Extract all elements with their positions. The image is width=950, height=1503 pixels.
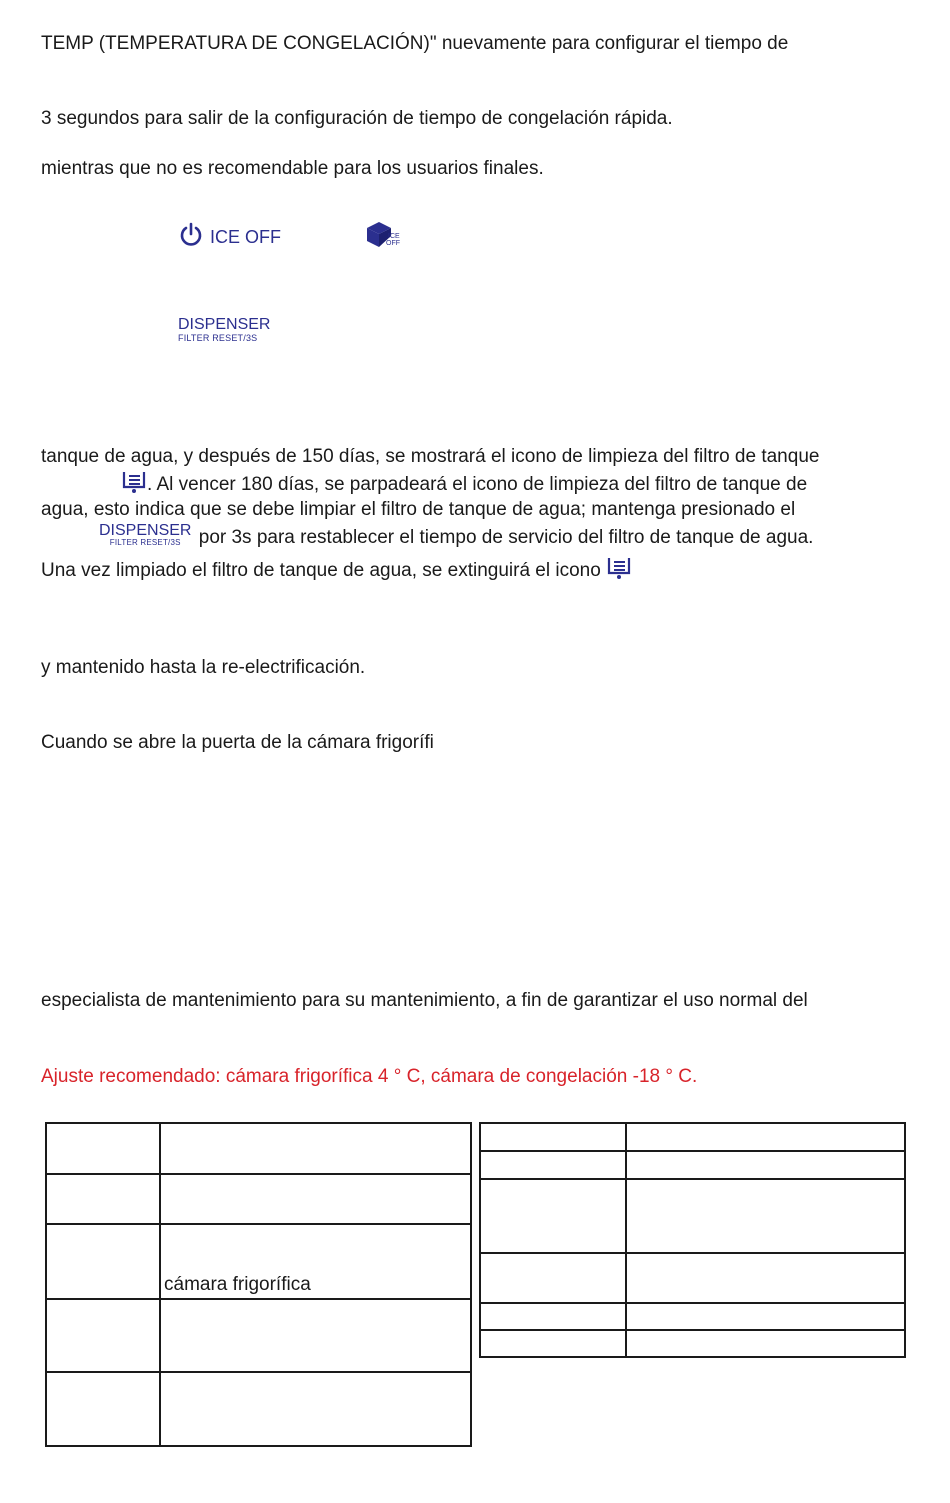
table-cell xyxy=(480,1303,626,1330)
ice-badge-bottom: OFF xyxy=(386,240,400,247)
table-row xyxy=(480,1123,905,1151)
table-cell xyxy=(626,1330,905,1357)
table-row xyxy=(46,1224,471,1299)
ice-off-label: ICE OFF xyxy=(210,227,281,247)
text-line-filter-4 xyxy=(97,523,813,551)
table-cell xyxy=(46,1299,160,1372)
text-line-filter-4-text: por 3s para restablecer el tiempo de servicio del filtro de tanque de agua. xyxy=(198,527,814,548)
power-icon xyxy=(178,222,204,253)
table-cell xyxy=(480,1179,626,1253)
ice-badge-top: ICE xyxy=(388,233,400,240)
table-cell xyxy=(626,1253,905,1303)
text-line-especialista: especialista de mantenimiento para su mantenimiento, a fin de garantizar el uso normal del xyxy=(41,990,808,1011)
table-cell xyxy=(626,1303,905,1330)
table-row xyxy=(480,1151,905,1179)
text-line-recomendable: mientras que no es recomendable para los usuarios finales. xyxy=(41,158,544,179)
table-cell: cámara frigorífica xyxy=(160,1224,471,1299)
table-cell xyxy=(160,1123,471,1174)
text-line-salir: 3 segundos para salir de la configuración de tiempo de congelación rápida. xyxy=(41,108,673,129)
text-line-filter-5 xyxy=(41,556,632,588)
table-row xyxy=(46,1372,471,1446)
table-cell xyxy=(480,1253,626,1303)
text-line-puerta: Cuando se abre la puerta de la cámara frigorífi xyxy=(41,732,434,753)
table-cell xyxy=(46,1372,160,1446)
table-cell xyxy=(480,1330,626,1357)
table-row xyxy=(46,1123,471,1174)
dispenser-label: DISPENSER xyxy=(178,316,271,333)
dispenser-sub-label: FILTER RESET/3S xyxy=(178,333,258,343)
table-cell xyxy=(626,1179,905,1253)
table-cell xyxy=(46,1174,160,1224)
dispenser-inline-label: DISPENSER xyxy=(99,522,192,539)
table-cell xyxy=(160,1372,471,1446)
table-row xyxy=(480,1179,905,1253)
text-line-re-electrificacion: y mantenido hasta la re-electrificación. xyxy=(41,657,366,678)
table-row xyxy=(480,1330,905,1357)
text-line-filter-5-text: Una vez limpiado el filtro de tanque de agua, se extinguirá el icono xyxy=(41,560,601,581)
left-table xyxy=(45,1122,472,1447)
table-row xyxy=(480,1253,905,1303)
text-line-filter-2-text: . Al vencer 180 días, se parpadeará el icono de limpieza del filtro de tanque de xyxy=(147,474,808,495)
table-cell xyxy=(480,1123,626,1151)
table-cell xyxy=(160,1174,471,1224)
table-cell xyxy=(46,1123,160,1174)
recommended-setting-text: Ajuste recomendado: cámara frigorífica 4 ° C, cámara de congelación -18 ° C. xyxy=(41,1066,698,1087)
text-line-congelacion: TEMP (TEMPERATURA DE CONGELACIÓN)" nuevamente para configurar el tiempo de xyxy=(41,33,789,54)
table-row xyxy=(480,1303,905,1330)
text-line-filter-3: agua, esto indica que se debe limpiar el filtro de tanque de agua; mantenga presionado el xyxy=(41,499,796,520)
table-cell xyxy=(626,1151,905,1179)
table-row xyxy=(46,1299,471,1372)
dispenser-inline-icon xyxy=(99,523,191,547)
table-cell xyxy=(480,1151,626,1179)
dispenser-filter-reset-button[interactable] xyxy=(178,317,270,343)
table-cell xyxy=(46,1224,160,1299)
text-line-filter-1: tanque de agua, y después de 150 días, se mostrará el icono de limpieza del filtro de tanque xyxy=(41,446,820,467)
dispenser-inline-sub: FILTER RESET/3S xyxy=(109,538,181,547)
right-table xyxy=(479,1122,906,1358)
table-row xyxy=(46,1174,471,1224)
table-cell xyxy=(160,1299,471,1372)
table-cell xyxy=(626,1123,905,1151)
ice-cube-icon xyxy=(364,219,398,254)
ice-off-button[interactable] xyxy=(178,222,281,253)
water-filter-icon xyxy=(606,556,632,588)
